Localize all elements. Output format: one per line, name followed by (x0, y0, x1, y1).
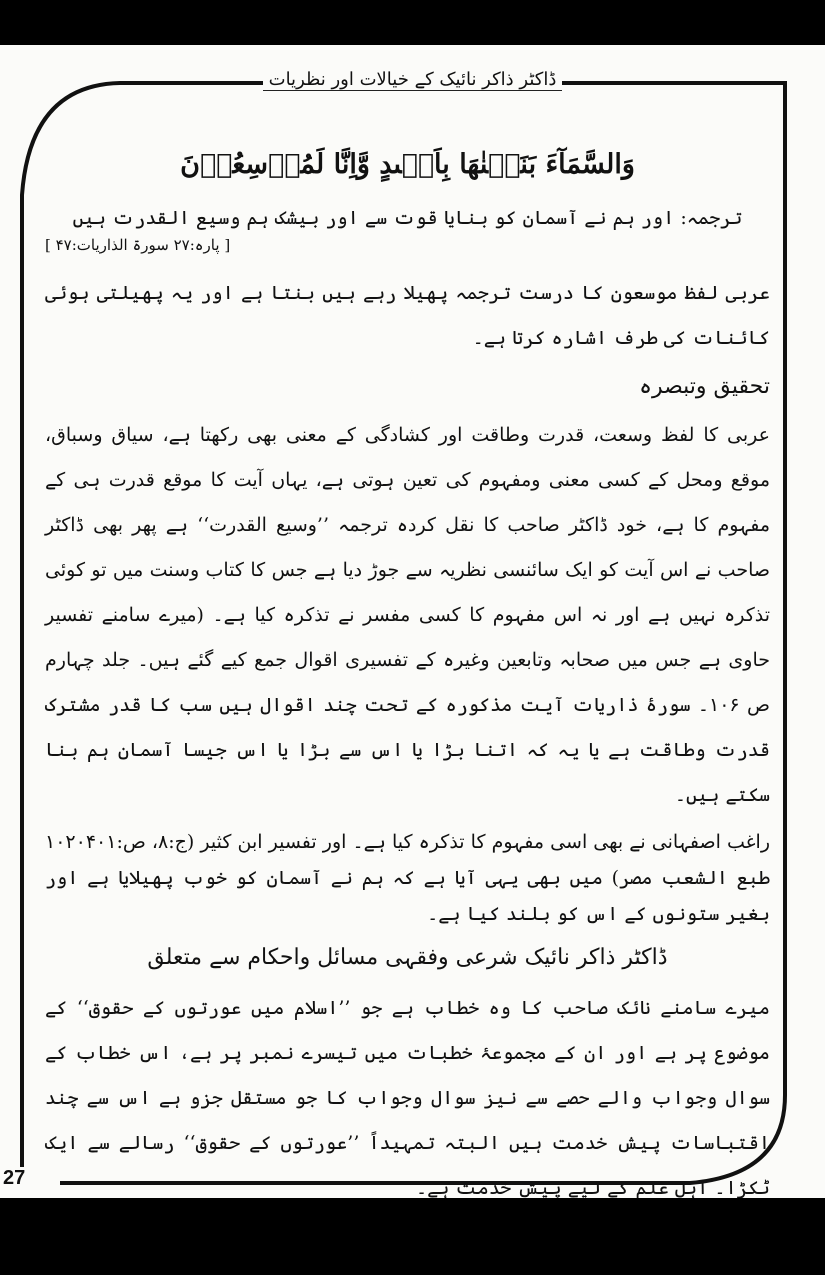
paragraph-4: میرے سامنے نائک صاحب کا وہ خطاب ہے جو ’’اسلام میں عورتوں کے حقوق‘‘ کے موضوع پر ہے اور ان کے مجموعۂ خطبات میں تیسرے نمبر پر ہے، اس خطاب کے سوال وجواب والے حصے سے نیز سوال وجواب کا جو مستقل جزو ہے اس سے چند اقتباسات پیش خدمت ہیں البتہ تمہیداً ’’عورتوں کے حقوق‘‘ رسالے سے ایک ٹکڑا۔ اہل علم کے لیے پیش خدمت ہے۔ (45, 997, 770, 1198)
heading-research-review: تحقیق وتبصرہ (639, 374, 770, 399)
verse-reference: [ پارہ:۲۷ سورۃ الذاریات:۴۷ ] (45, 236, 231, 254)
page-number: 27 (3, 1167, 31, 1190)
heading-fiqh-issues: ڈاکٹر ذاکر نائیک شرعی وفقہی مسائل واحکام سے متعلق (147, 945, 668, 970)
paragraph-1: عربی لفظ موسعون کا درست ترجمہ پھیلا رہے ہیں بنتا ہے اور یہ پھیلتی ہوئی کائنات کی طرف اشارہ کرتا ہے۔ (45, 282, 770, 349)
paragraph-2: عربی کا لفظ وسعت، قدرت وطاقت اور کشادگی کے معنی بھی رکھتا ہے، سیاق وسباق، موقع ومحل کے کسی معنی ومفہوم کی تعین ہوتی ہے، یہاں آیت کا موقع قدرت ہی کے مفہوم کا ہے، خود ڈاکٹر صاحب کا نقل کردہ ترجمہ ’’وسیع القدرت‘‘ ہے پھر بھی ڈاکٹر صاحب نے اس آیت کو ایک سائنسی نظریہ سے جوڑ دیا ہے جس کا کتاب وسنت میں تو کوئی تذکرہ نہیں ہے اور نہ اس مفہوم کا کسی مفسر نے تذکرہ کیا ہے۔ (میرے سامنے تفسیر حاوی ہے جس میں صحابہ وتابعین وغیرہ کے تفسیری اقوال جمع کیے گئے ہیں۔ جلد چہارم ص ۱۰۶۔ سورۂ ذاریات آیت مذکورہ کے تحت چند اقوال ہیں سب کا قدر مشترک قدرت وطاقت ہے یا یہ کہ اتنا بڑا یا اس سے بڑا یا اس جیسا آسمان ہم بنا سکتے ہیں۔ (45, 424, 770, 806)
quran-verse: وَالسَّمَآءَ بَنَيۡنٰهَا بِاَيۡىدٍ وَّاِنَّا لَمُوۡسِعُوۡنَ (180, 149, 635, 180)
running-header (0, 69, 825, 90)
paragraph-3: راغب اصفہانی نے بھی اسی مفہوم کا تذکرہ کیا ہے۔ اور تفسیر ابن کثیر (ج:۸، ص:۱۰۲۰۴۰۱ طبع الشعب مصر) میں بھی یہی آیا ہے کہ ہم نے آسمان کو خوب پھیلایا ہے اور بغیر ستونوں کے اس کو بلند کیا ہے۔ (45, 831, 770, 925)
verse-translation: ترجمہ: اور ہم نے آسمان کو بنایا قوت سے اور بیشک ہم وسیع القدرت ہیں (72, 207, 743, 229)
page-content (45, 145, 770, 1198)
running-header-title: ڈاکٹر ذاکر نائیک کے خیالات اور نظریات (263, 69, 563, 91)
book-page (0, 45, 825, 1198)
